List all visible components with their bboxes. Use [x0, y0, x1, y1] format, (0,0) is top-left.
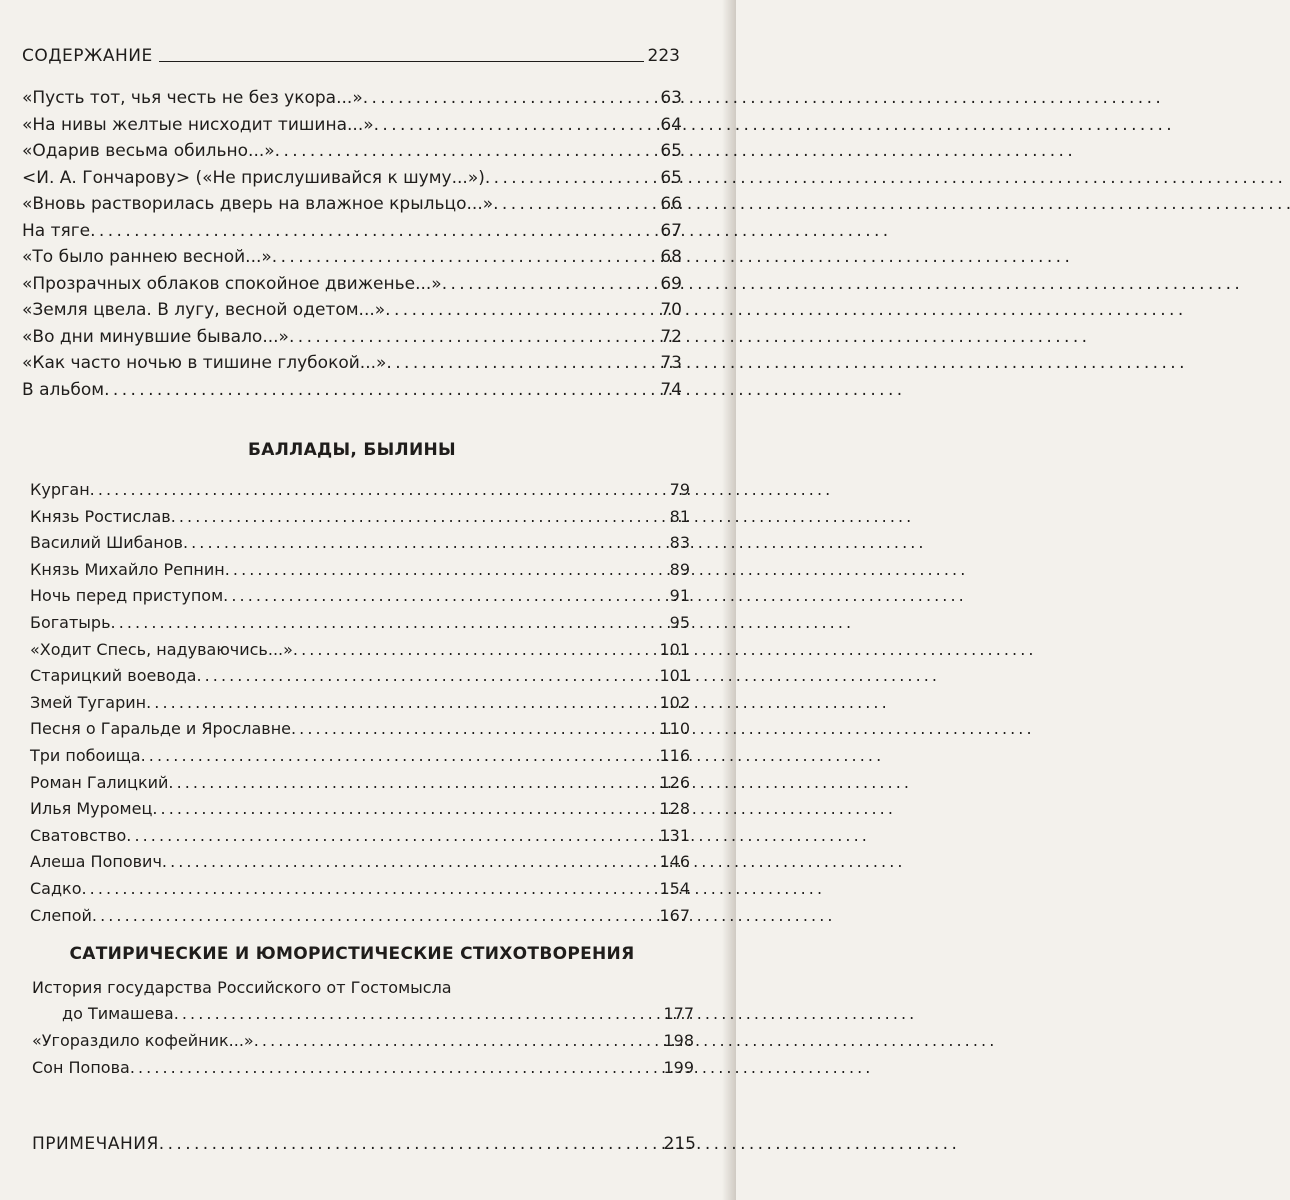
notes-title: ПРИМЕЧАНИЯ — [32, 1134, 159, 1154]
header-page-number: 223 — [647, 46, 680, 66]
entry-page: 198 — [663, 1031, 694, 1050]
ballads-heading: БАЛЛАДЫ, БЫЛИНЫ — [248, 440, 456, 460]
dot-leader — [90, 480, 666, 499]
ballads-list — [30, 480, 690, 932]
entry-page: 66 — [660, 194, 682, 214]
toc-entry-line1[interactable] — [32, 978, 694, 1004]
entry-title: Старицкий воевода — [30, 666, 197, 686]
toc-entry[interactable] — [22, 141, 682, 168]
notes-entry-wrap — [32, 1134, 696, 1154]
entry-title-line1: История государства Российского от Гостомысла — [32, 978, 452, 997]
dot-leader — [254, 1031, 660, 1050]
entry-title: Богатырь — [30, 612, 111, 632]
dot-leader — [385, 300, 656, 320]
dot-leader — [223, 586, 665, 605]
entry-page: 95 — [669, 612, 690, 632]
dot-leader — [104, 380, 656, 400]
entry-title: Сон Попова — [32, 1058, 130, 1077]
toc-entry[interactable] — [22, 221, 682, 248]
entry-page: 154 — [659, 878, 690, 898]
dot-leader — [141, 746, 656, 765]
entry-page: 126 — [659, 772, 690, 792]
notes-page: 215 — [663, 1134, 696, 1154]
header-title: СОДЕРЖАНИЕ — [22, 46, 153, 66]
entry-title: Сватовство — [30, 825, 127, 845]
toc-entry[interactable] — [30, 640, 690, 667]
toc-entry[interactable] — [22, 88, 682, 115]
toc-entry[interactable] — [30, 480, 690, 507]
entry-page: 177 — [663, 1004, 694, 1023]
toc-entry[interactable] — [30, 906, 690, 933]
dot-leader — [159, 1134, 660, 1154]
entry-title: «На нивы желтые нисходит тишина...» — [22, 114, 374, 135]
dot-leader — [272, 247, 657, 267]
header-rule — [159, 61, 644, 62]
toc-entry[interactable] — [22, 168, 682, 195]
entry-page: 102 — [659, 692, 690, 712]
entry-title: «Пусть тот, чья честь не без укора...» — [22, 88, 363, 108]
entry-page: 81 — [669, 506, 690, 526]
dot-leader — [183, 533, 666, 552]
dot-leader — [171, 507, 666, 526]
entry-title: В альбом — [22, 379, 105, 400]
entry-page: 91 — [669, 586, 690, 606]
entry-title: Алеша Попович — [30, 852, 162, 872]
entry-page: 65 — [660, 141, 682, 161]
entry-title: Василий Шибанов — [30, 533, 183, 553]
entry-title: Курган — [30, 480, 90, 499]
dot-leader — [275, 141, 657, 161]
satire-heading: САТИРИЧЕСКИЕ И ЮМОРИСТИЧЕСКИЕ СТИХОТВОРЕНИЯ — [69, 944, 635, 964]
toc-entry[interactable] — [30, 507, 690, 534]
toc-entry[interactable] — [22, 274, 682, 301]
notes-entry[interactable] — [32, 1134, 696, 1154]
entry-page: 64 — [660, 114, 682, 135]
entry-title: «Земля цвела. В лугу, весной одетом...» — [22, 300, 386, 320]
toc-entry[interactable] — [32, 1058, 694, 1085]
entry-title: Три побоища — [30, 745, 141, 765]
entry-page: 83 — [669, 533, 690, 553]
toc-entry[interactable] — [30, 666, 690, 693]
toc-entry[interactable] — [22, 353, 682, 380]
entry-title: «То было раннею весной...» — [22, 247, 272, 267]
toc-entry[interactable] — [30, 746, 690, 773]
toc-entry[interactable] — [30, 826, 690, 853]
dot-leader — [162, 852, 656, 871]
toc-entry[interactable] — [30, 560, 690, 587]
entry-title: <И. А. Гончарову> («Не прислушивайся к шуму...») — [22, 167, 485, 188]
entry-page: 65 — [660, 167, 682, 188]
toc-entry[interactable] — [32, 1031, 694, 1058]
entry-page: 116 — [659, 745, 690, 765]
toc-entry[interactable] — [30, 799, 690, 826]
entry-page: 79 — [669, 480, 690, 499]
dot-leader — [493, 194, 656, 214]
entry-title: «Угораздило кофейник...» — [32, 1031, 254, 1050]
toc-entry[interactable] — [30, 693, 690, 720]
entry-page: 70 — [660, 300, 682, 320]
satire-list — [32, 978, 694, 1085]
entry-title: Ночь перед приступом — [30, 586, 224, 606]
entry-page: 67 — [660, 220, 682, 241]
entry-title: Князь Ростислав — [30, 506, 171, 526]
toc-entry[interactable] — [30, 879, 690, 906]
entry-page: 199 — [663, 1058, 694, 1077]
entry-page: 128 — [659, 799, 690, 819]
toc-entry[interactable] — [30, 852, 690, 879]
toc-entry[interactable] — [30, 533, 690, 560]
entry-title: Песня о Гаральде и Ярославне — [30, 719, 291, 739]
entry-page: 73 — [660, 353, 682, 373]
entry-page: 69 — [660, 273, 682, 294]
dot-leader — [146, 693, 655, 712]
dot-leader — [225, 560, 666, 579]
dot-leader — [152, 799, 655, 818]
dot-leader — [363, 88, 657, 108]
dot-leader — [442, 274, 657, 294]
dot-leader — [92, 906, 656, 925]
dot-leader — [485, 168, 656, 188]
entry-title: Слепой — [30, 905, 92, 925]
entry-title: «Ходит Спесь, надуваючись...» — [30, 639, 293, 659]
entry-title: Роман Галицкий — [30, 772, 169, 792]
dot-leader — [126, 826, 655, 845]
dot-leader — [168, 773, 655, 792]
running-header — [22, 38, 680, 68]
entry-page: 131 — [659, 825, 690, 845]
entry-title: «Вновь растворилась дверь на влажное крыльцо...» — [22, 194, 494, 214]
dot-leader — [374, 115, 657, 135]
entry-page: 110 — [659, 719, 690, 739]
toc-entry[interactable] — [30, 773, 690, 800]
toc-entry[interactable] — [22, 300, 682, 327]
entry-page: 68 — [660, 247, 682, 267]
dot-leader — [130, 1058, 660, 1077]
entry-page: 63 — [660, 88, 682, 108]
entry-page: 89 — [669, 559, 690, 579]
entry-title: Илья Муромец — [30, 799, 153, 819]
entry-title: «Прозрачных облаков спокойное движенье...» — [22, 273, 442, 294]
toc-entry[interactable] — [30, 719, 690, 746]
entry-title: Князь Михайло Репнин — [30, 559, 225, 579]
dot-leader — [111, 613, 666, 632]
entry-title: «Одарив весьма обильно...» — [22, 141, 275, 161]
entry-page: 72 — [660, 326, 682, 347]
toc-entry[interactable] — [22, 247, 682, 274]
entry-page: 101 — [659, 666, 690, 686]
dot-leader — [291, 719, 655, 738]
toc-entry[interactable] — [30, 613, 690, 640]
toc-entry[interactable] — [22, 380, 682, 407]
lyrics-list — [22, 88, 682, 406]
entry-title: «Во дни минувшие бывало...» — [22, 326, 289, 347]
entry-title: Змей Тугарин — [30, 692, 147, 712]
entry-page: 167 — [659, 905, 690, 925]
dot-leader — [196, 666, 655, 685]
toc-entry[interactable] — [22, 194, 682, 221]
entry-title: На тяге — [22, 220, 91, 241]
dot-leader — [386, 353, 656, 373]
dot-leader — [293, 640, 656, 659]
toc-entry[interactable] — [22, 115, 682, 142]
toc-entry[interactable] — [30, 586, 690, 613]
entry-page: 101 — [659, 639, 690, 659]
entry-page: 146 — [659, 852, 690, 872]
dot-leader — [90, 221, 656, 241]
entry-title: Садко — [30, 878, 82, 898]
toc-entry[interactable] — [22, 327, 682, 354]
entry-page: 74 — [660, 379, 682, 400]
entry-title: «Как часто ночью в тишине глубокой...» — [22, 353, 387, 373]
dot-leader — [82, 879, 656, 898]
dot-leader — [289, 327, 656, 347]
toc-entry-line2[interactable] — [32, 1004, 694, 1031]
entry-title-line2: до Тимашева — [62, 1004, 174, 1023]
dot-leader — [174, 1004, 660, 1023]
